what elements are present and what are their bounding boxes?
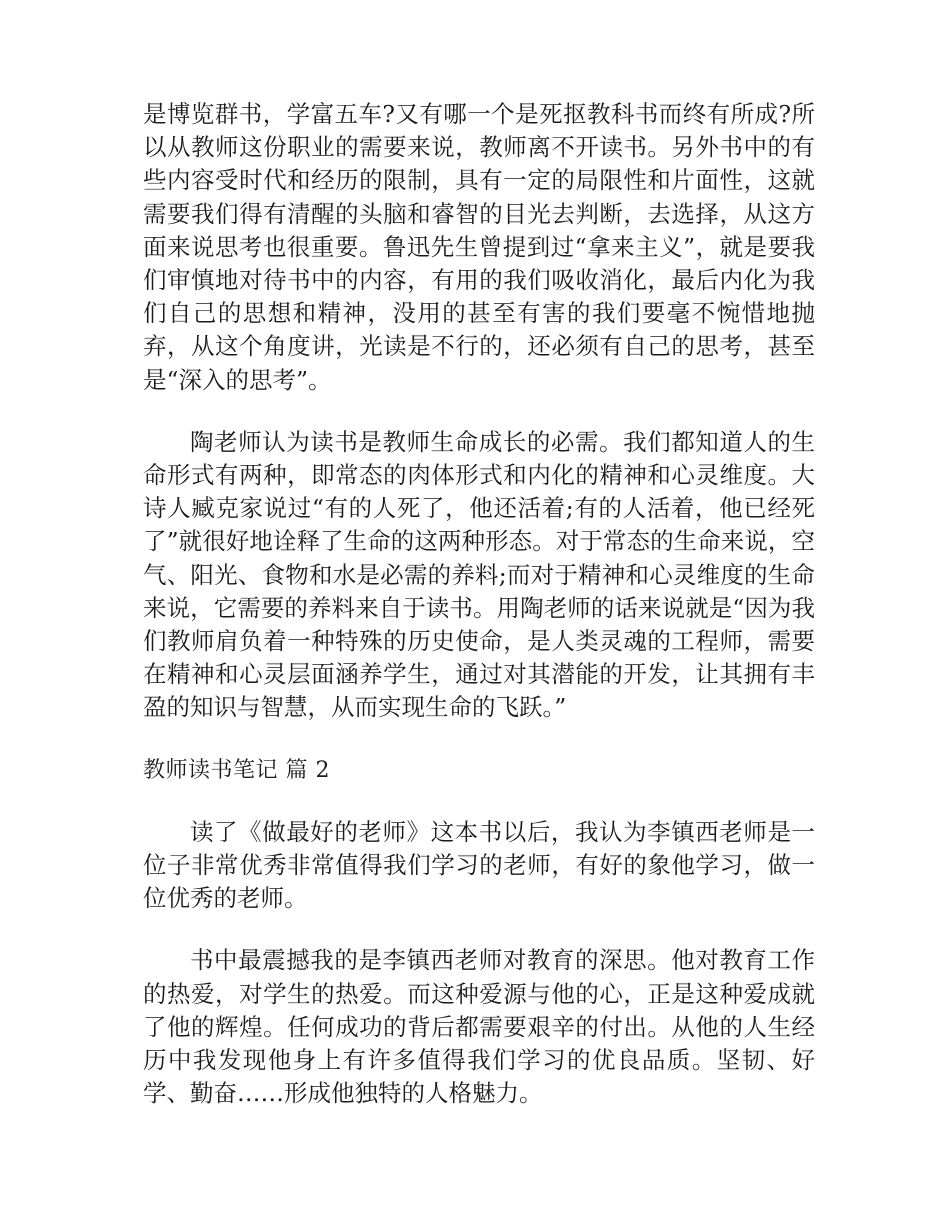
paragraph-3: 读了《做最好的老师》这本书以后，我认为李镇西老师是一位子非常优秀非常值得我们学习的老师，有好的象他学习，做一位优秀的老师。: [143, 817, 815, 913]
paragraph-1: 是博览群书，学富五车?又有哪一个是死抠教科书而终有所成?所以从教师这份职业的需要来说，教师离不开读书。另外书中的有些内容受时代和经历的限制，具有一定的局限性和片面性，这就需要我们得有清醒的头脑和睿智的目光去判断，去选择，从这方面来说思考也很重要。鲁迅先生曾提到过“拿来主义”，就是要我们审慎地对待书中的内容，有用的我们吸收消化，最后内化为我们自己的思想和精神，没用的甚至有害的我们要毫不惋惜地抛弃，从这个角度讲，光读是不行的，还必须有自己的思考，甚至是“深入的思考”。: [143, 100, 815, 394]
document-page: [143, 98, 815, 1139]
section-heading: 教师读书笔记 篇 2: [143, 757, 330, 783]
paragraph-2: 陶老师认为读书是教师生命成长的必需。我们都知道人的生命形式有两种，即常态的肉体形式和内化的精神和心灵维度。大诗人臧克家说过“有的人死了，他还活着;有的人活着，他已经死了”就很好地诠释了生命的这两种形态。对于常态的生命来说，空气、阳光、食物和水是必需的养料;而对于精神和心灵维度的生命来说，它需要的养料来自于读书。用陶老师的话来说就是“因为我们教师肩负着一种特殊的历史使命，是人类灵魂的工程师，需要在精神和心灵层面涵养学生，通过对其潜能的开发，让其拥有丰盈的知识与智慧，从而实现生命的飞跃。”: [143, 427, 815, 722]
paragraph-4: 书中最震撼我的是李镇西老师对教育的深思。他对教育工作的热爱，对学生的热爱。而这种爱源与他的心，正是这种爱成就了他的辉煌。任何成功的背后都需要艰辛的付出。从他的人生经历中我发现他身上有许多值得我们学习的优良品质。坚韧、好学、勤奋……形成他独特的人格魅力。: [143, 946, 815, 1108]
